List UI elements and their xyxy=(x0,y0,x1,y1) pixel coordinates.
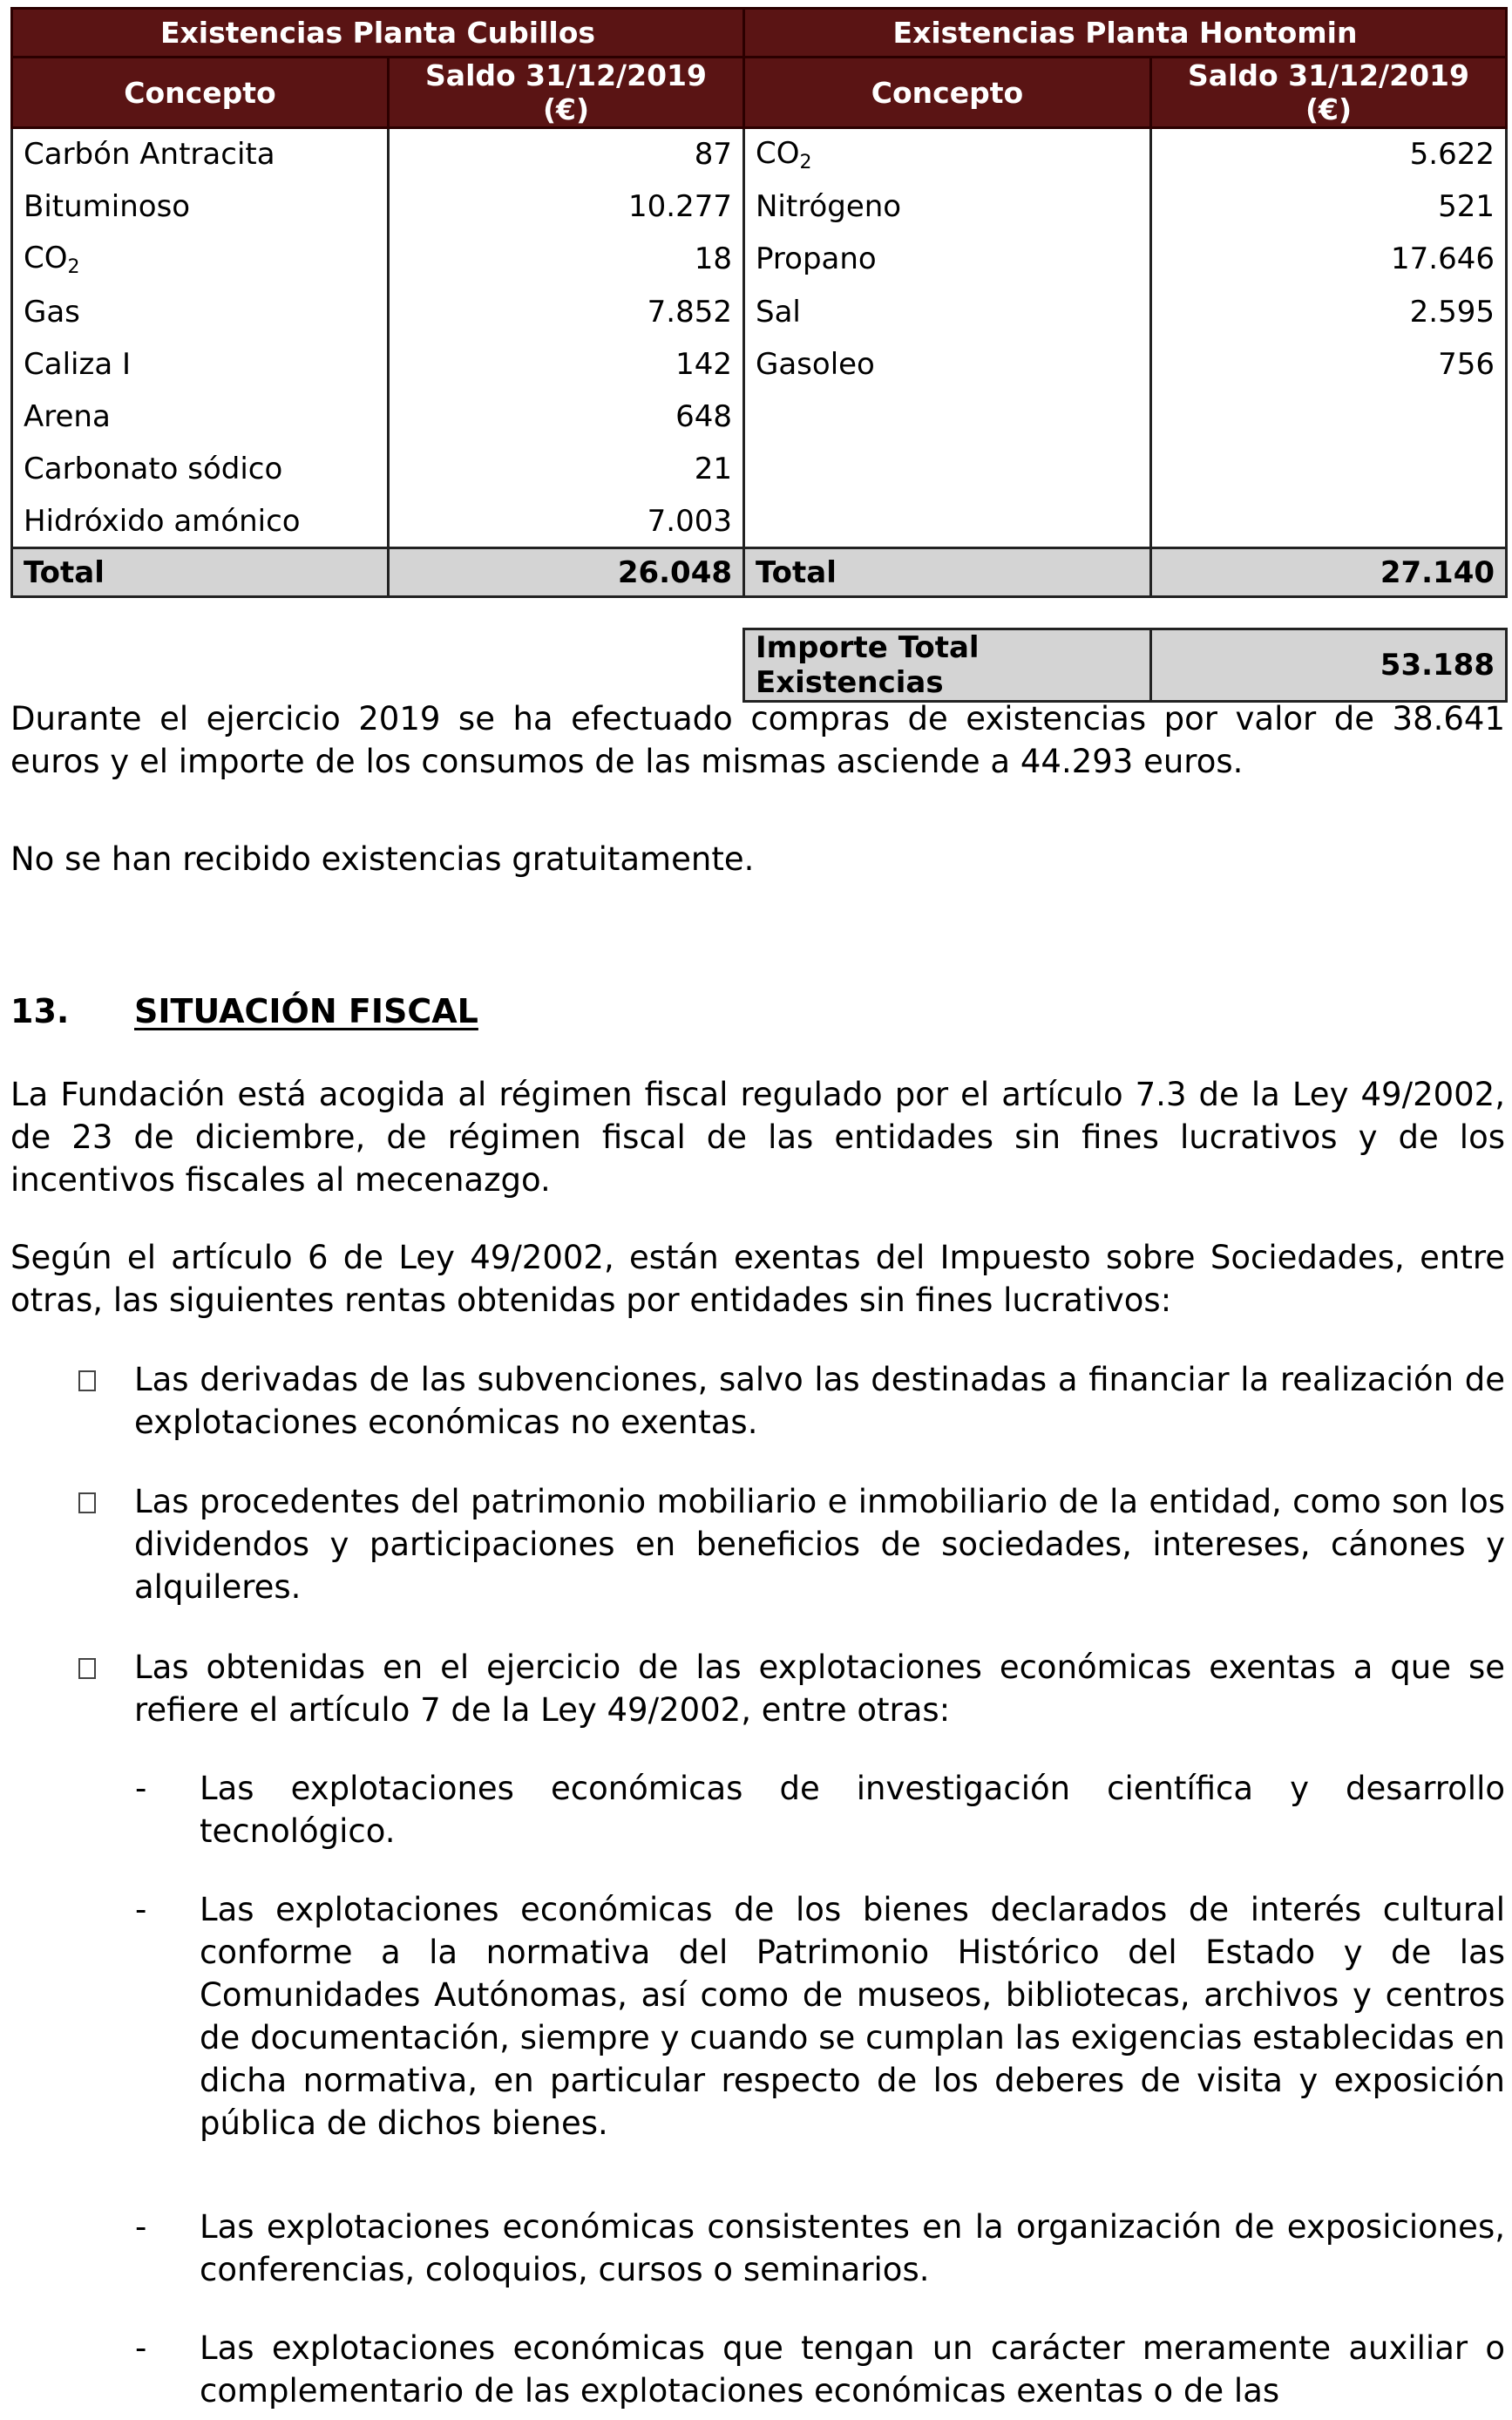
row-concept xyxy=(744,128,1151,180)
list-item-text: Las derivadas de las subvenciones, salvo las destinadas a financiar la realización de explotaciones económicas no exentas. xyxy=(134,1361,1505,1441)
exempt-intro-paragraph: Según el artículo 6 de Ley 49/2002, están exentas del Impuesto sobre Sociedades, entre otras, las siguientes rentas obtenidas por entidades sin fines lucrativos: xyxy=(10,1239,1505,1319)
grand-total-value: 53.188 xyxy=(1151,629,1507,702)
dash-marker: - xyxy=(135,2329,147,2367)
regime-paragraph: La Fundación está acogida al régimen fiscal regulado por el artículo 7.3 de la Ley 49/2002, de 23 de diciembre, de régimen fiscal de las entidades sin fines lucrativos y de los incentivos fiscales al mecenazgo. xyxy=(10,1076,1505,1199)
table-row-empty xyxy=(744,443,1507,495)
row-concept: Caliza I xyxy=(12,338,389,391)
row-concept: Carbón Antracita xyxy=(12,128,389,180)
free-stock-paragraph: No se han recibido existencias gratuitamente. xyxy=(10,840,755,878)
table-row xyxy=(12,128,744,180)
row-value: 756 xyxy=(1151,338,1507,391)
table-grand-total xyxy=(742,628,1508,703)
dash-marker: - xyxy=(135,2208,147,2246)
sub-list-item-text: Las explotaciones económicas que tengan un carácter meramente auxiliar o complementario de las explotaciones económicas exentas o de las xyxy=(200,2329,1505,2410)
row-value: 2.595 xyxy=(1151,285,1507,337)
table-row xyxy=(12,233,744,285)
row-concept: Carbonato sódico xyxy=(12,443,389,495)
row-concept: Gasoleo xyxy=(744,338,1151,391)
total-value: 27.140 xyxy=(1151,548,1507,597)
table-row-empty xyxy=(744,496,1507,548)
table-title: Existencias Planta Cubillos xyxy=(12,9,744,58)
co2-subscript: 2 xyxy=(67,255,80,278)
table-row xyxy=(744,128,1507,180)
total-row xyxy=(12,548,744,597)
column-header-concept: Concepto xyxy=(12,58,389,128)
table-row xyxy=(12,443,744,495)
dash-marker: - xyxy=(135,1770,147,1807)
table-row xyxy=(12,338,744,391)
list-item-text: Las procedentes del patrimonio mobiliario e inmobiliario de la entidad, como son los dividendos y participaciones en beneficios de sociedades, intereses, cánones y alquileres. xyxy=(134,1483,1505,1606)
table-title: Existencias Planta Hontomin xyxy=(744,9,1507,58)
total-label: Total xyxy=(744,548,1151,597)
checkbox-bullet-icon xyxy=(78,1370,96,1391)
table-row xyxy=(12,496,744,548)
sub-list-item-text: Las explotaciones económicas consistentes en la organización de exposiciones, conferencias, coloquios, cursos o seminarios. xyxy=(200,2208,1505,2288)
row-concept: Sal xyxy=(744,285,1151,337)
total-row xyxy=(744,548,1507,597)
row-value: 521 xyxy=(1151,180,1507,233)
row-value: 17.646 xyxy=(1151,233,1507,285)
row-value: 7.852 xyxy=(389,285,744,337)
row-concept: Arena xyxy=(12,391,389,443)
table-row xyxy=(744,338,1507,391)
row-value: 10.277 xyxy=(389,180,744,233)
table-hontomin xyxy=(742,7,1508,598)
table-row-empty xyxy=(744,391,1507,443)
column-header-balance: Saldo 31/12/2019 (€) xyxy=(1151,58,1507,128)
row-value: 7.003 xyxy=(389,496,744,548)
total-label: Total xyxy=(12,548,389,597)
column-header-balance: Saldo 31/12/2019 (€) xyxy=(389,58,744,128)
table-cubillos xyxy=(10,7,745,598)
row-concept xyxy=(12,233,389,285)
total-value: 26.048 xyxy=(389,548,744,597)
row-concept: Nitrógeno xyxy=(744,180,1151,233)
table-row xyxy=(12,285,744,337)
dash-marker: - xyxy=(135,1891,147,1928)
section-title: SITUACIÓN FISCAL xyxy=(134,992,478,1030)
row-value: 142 xyxy=(389,338,744,391)
row-value: 21 xyxy=(389,443,744,495)
sub-list-item-text: Las explotaciones económicas de los bienes declarados de interés cultural conforme a la normativa del Patrimonio Histórico del Estado y de las Comunidades Autónomas, así como de museos, bibliotecas, archivos y centros de documentación, siempre y cuando se cumplan las exigencias establecidas en dicha normativa, en particular respecto de los deberes de visita y exposición pública de dichos bienes. xyxy=(200,1891,1505,2142)
co2-symbol: CO xyxy=(756,135,800,171)
checkbox-bullet-icon xyxy=(78,1658,96,1679)
grand-total-label: Importe Total Existencias xyxy=(744,629,1151,702)
table-row xyxy=(12,180,744,233)
checkbox-bullet-icon xyxy=(78,1492,96,1513)
row-concept: Bituminoso xyxy=(12,180,389,233)
row-concept: Gas xyxy=(12,285,389,337)
row-value: 18 xyxy=(389,233,744,285)
column-header-concept: Concepto xyxy=(744,58,1151,128)
row-concept: Hidróxido amónico xyxy=(12,496,389,548)
sub-list-item-text: Las explotaciones económicas de investigación científica y desarrollo tecnológico. xyxy=(200,1770,1505,1850)
table-row xyxy=(12,391,744,443)
table-row xyxy=(744,233,1507,285)
purchases-paragraph: Durante el ejercicio 2019 se ha efectuado compras de existencias por valor de 38.641 euros y el importe de los consumos de las mismas asciende a 44.293 euros. xyxy=(10,700,1505,780)
list-item-text: Las obtenidas en el ejercicio de las explotaciones económicas exentas a que se refiere el artículo 7 de la Ley 49/2002, entre otras: xyxy=(134,1648,1505,1729)
row-value: 5.622 xyxy=(1151,128,1507,180)
co2-symbol: CO xyxy=(24,240,68,275)
table-row xyxy=(744,180,1507,233)
row-value: 87 xyxy=(389,128,744,180)
co2-subscript: 2 xyxy=(799,151,812,173)
row-concept: Propano xyxy=(744,233,1151,285)
row-value: 648 xyxy=(389,391,744,443)
table-row xyxy=(744,285,1507,337)
section-number: 13. xyxy=(10,992,70,1030)
grand-total-row xyxy=(744,629,1507,702)
